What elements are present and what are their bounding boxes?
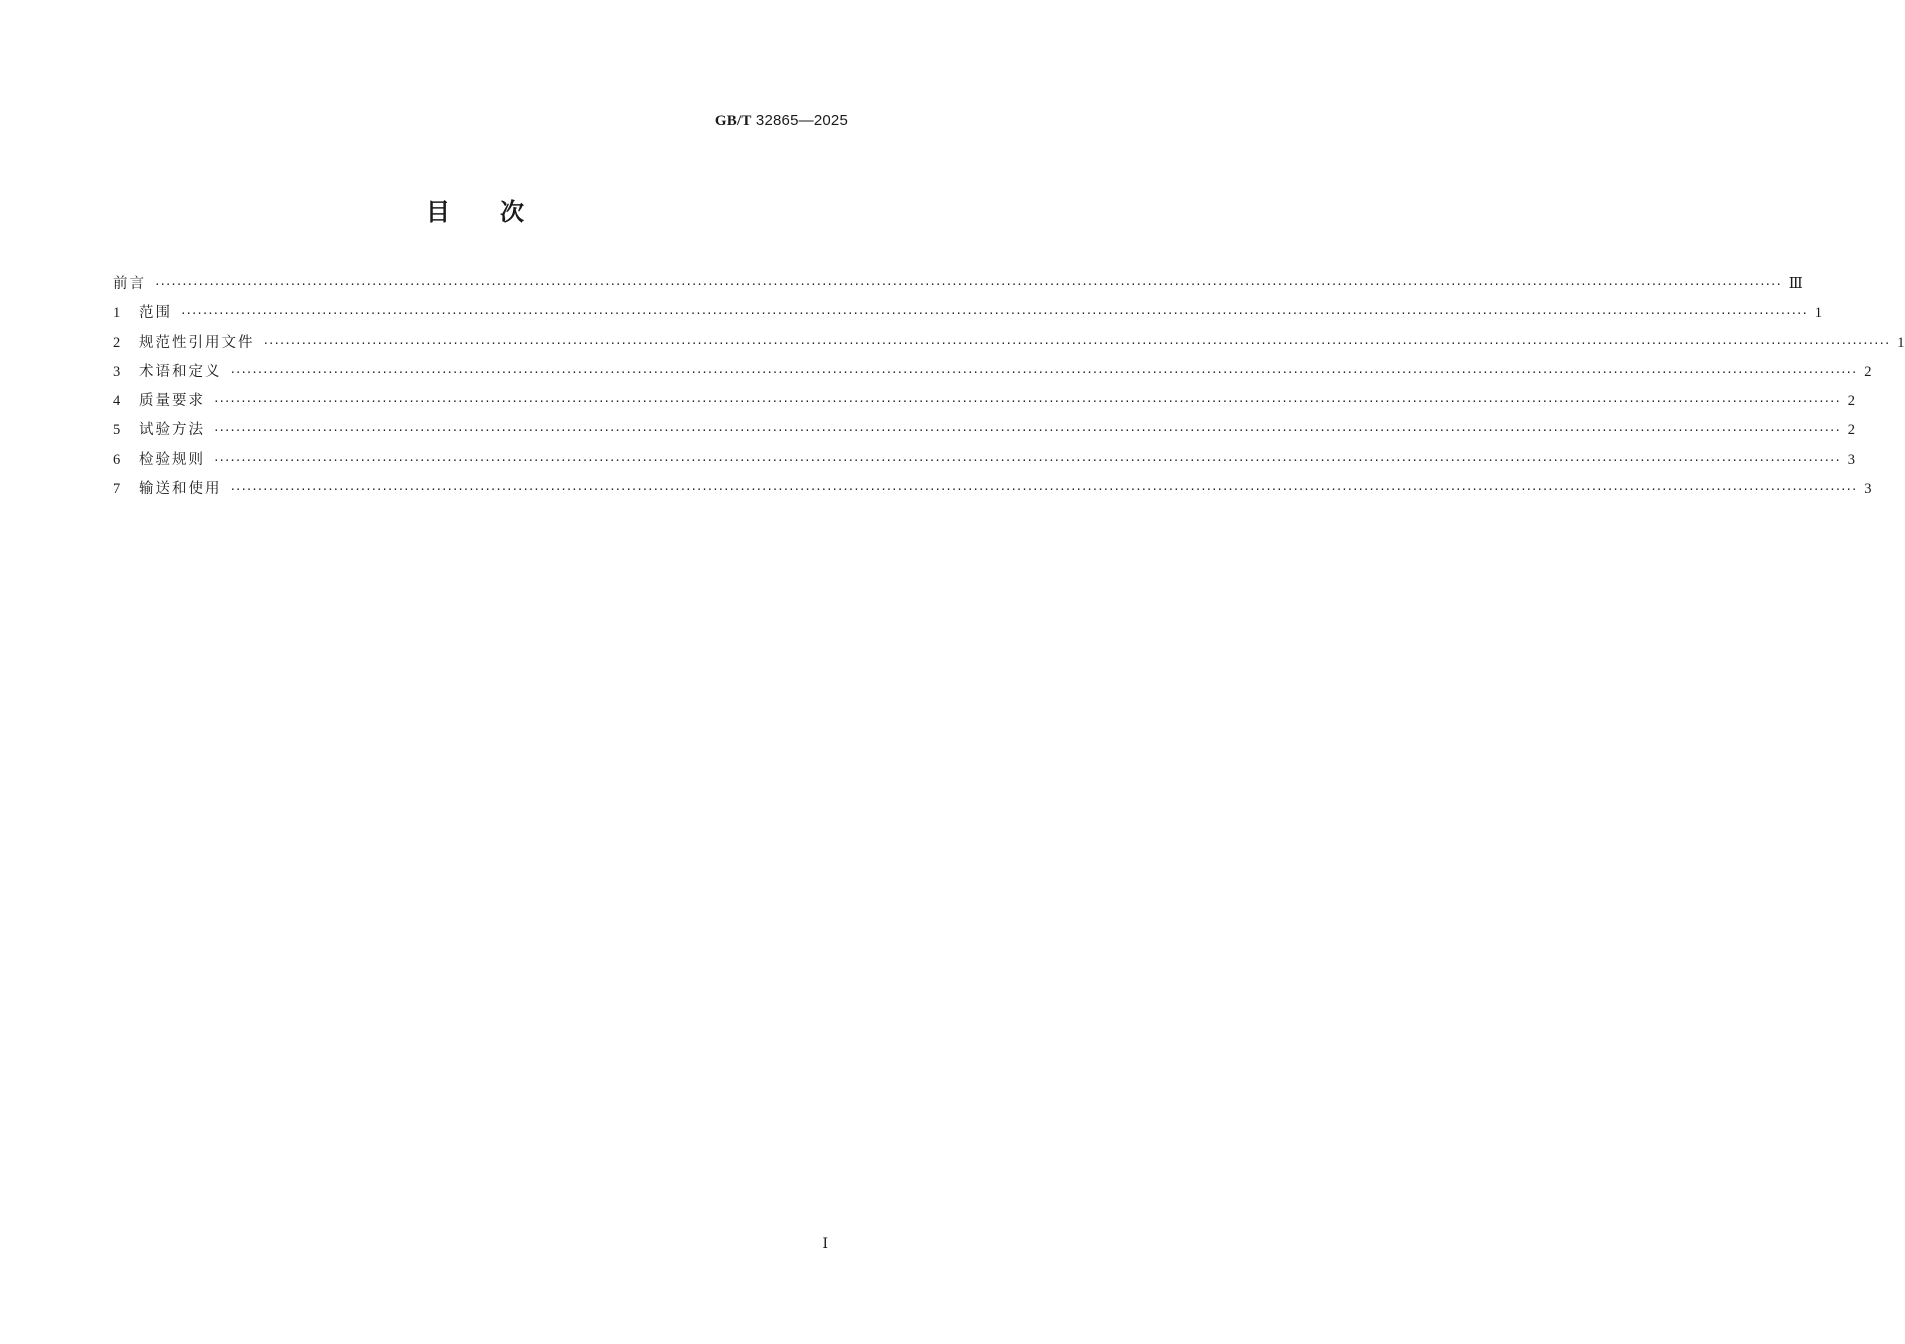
toc-entry-page: Ⅲ xyxy=(1788,276,1803,292)
toc-entry-page: 1 xyxy=(1814,305,1823,322)
toc-entry-page: 1 xyxy=(1897,334,1905,351)
toc-leader: ············································································································································································································································································································ xyxy=(262,336,1890,350)
page-number: Ⅰ xyxy=(822,1237,828,1252)
toc-entry-number: 3 xyxy=(113,363,121,380)
toc-entry-page: 3 xyxy=(1864,481,1872,498)
toc-leader: ············································································································································································································································································································ xyxy=(229,365,1857,379)
toc-entry-number: 5 xyxy=(113,422,121,439)
toc-entry-page: 2 xyxy=(1847,422,1856,439)
toc-title: 目次 xyxy=(426,198,574,226)
toc-entry-label: 范围 xyxy=(139,305,172,322)
toc-entry-quality-requirements[interactable] xyxy=(113,389,1856,418)
toc-entry-number: 4 xyxy=(113,393,121,410)
table-of-contents xyxy=(113,272,1905,506)
toc-entry-test-methods[interactable] xyxy=(113,418,1856,447)
toc-leader: ············································································································································································································································································································ xyxy=(180,307,1807,321)
document-header xyxy=(715,112,848,130)
toc-entry-label: 试验方法 xyxy=(139,422,205,439)
standard-number: 32865—2025 xyxy=(755,112,848,129)
toc-leader: ············································································································································································································································································································ xyxy=(213,395,1840,409)
toc-entry-number: 1 xyxy=(113,305,121,322)
toc-entry-scope[interactable] xyxy=(113,301,1823,330)
standard-prefix: GB/T xyxy=(714,113,752,129)
toc-entry-normative-references[interactable] xyxy=(113,331,1905,360)
toc-entry-label: 检验规则 xyxy=(139,451,205,468)
toc-leader: ············································································································································································································································································································ xyxy=(213,453,1840,467)
toc-entry-number: 7 xyxy=(113,481,121,498)
toc-leader: ············································································································································································································································································································ xyxy=(154,278,1781,291)
toc-entry-foreword[interactable] xyxy=(113,272,1803,301)
toc-entry-label: 术语和定义 xyxy=(139,363,222,380)
toc-entry-number: 2 xyxy=(113,334,121,351)
toc-entry-label: 质量要求 xyxy=(139,393,205,410)
toc-entry-inspection-rules[interactable] xyxy=(113,448,1856,477)
toc-entry-page: 2 xyxy=(1864,363,1872,380)
toc-leader: ············································································································································································································································································································ xyxy=(229,483,1857,497)
toc-entry-label: 输送和使用 xyxy=(139,481,222,498)
toc-leader: ············································································································································································································································································································ xyxy=(213,424,1840,438)
toc-entry-number: 6 xyxy=(113,451,121,468)
toc-entry-terms-definitions[interactable] xyxy=(113,360,1872,389)
toc-entry-label: 规范性引用文件 xyxy=(139,334,255,351)
toc-entry-page: 3 xyxy=(1847,451,1856,468)
toc-entry-label: 前言 xyxy=(113,276,146,292)
toc-entry-page: 2 xyxy=(1847,393,1856,410)
toc-entry-transport-use[interactable] xyxy=(113,477,1872,506)
